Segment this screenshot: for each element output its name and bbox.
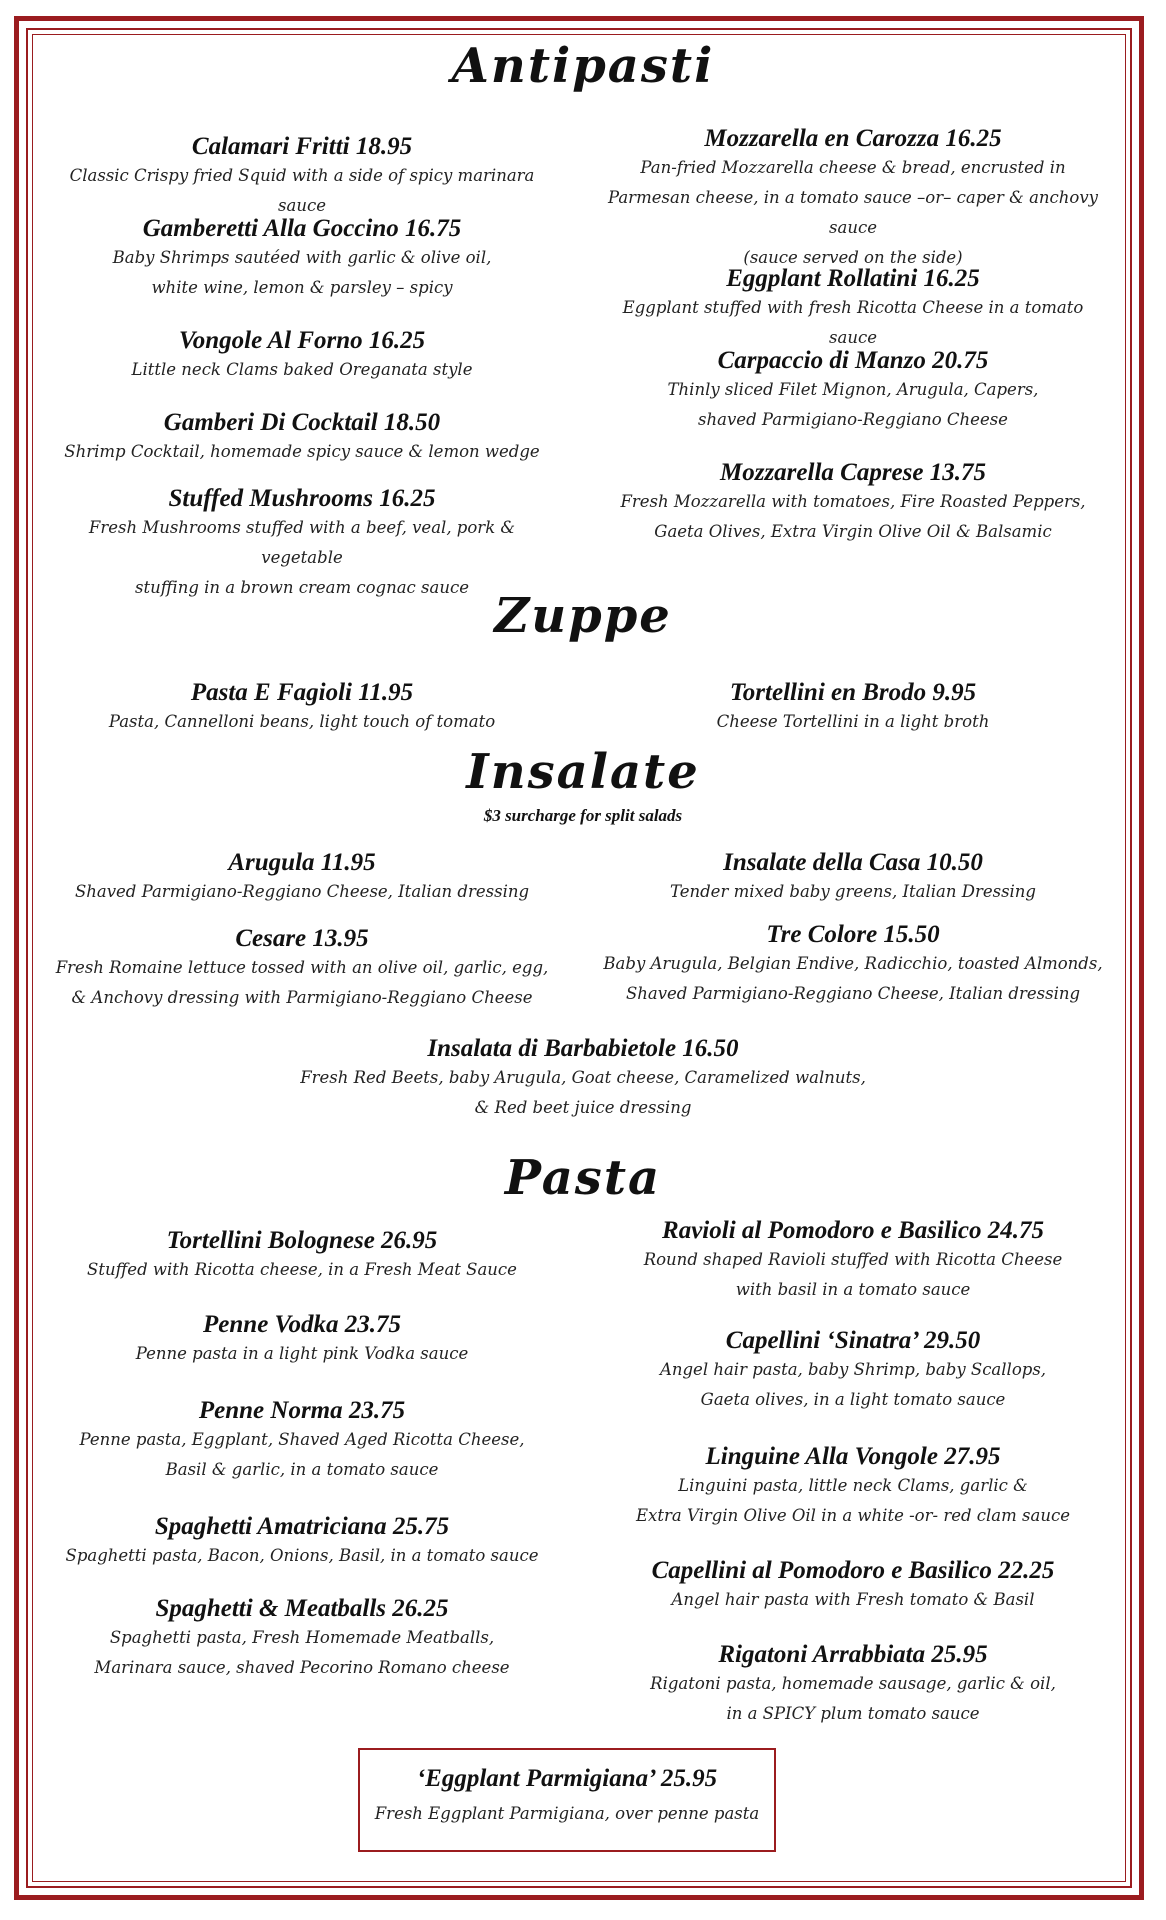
special-box <box>358 1748 776 1852</box>
item-name: Mozzarella Caprese 13.75 <box>720 459 986 486</box>
menu-item <box>598 346 1108 435</box>
item-desc: Fresh Mushrooms stuffed with a beef, veal, pork & vegetable <box>88 518 516 567</box>
menu-item <box>598 1326 1108 1415</box>
menu-item <box>52 1512 552 1571</box>
section-title-insalate: Insalate <box>466 744 700 800</box>
menu-item <box>52 848 552 907</box>
menu-item <box>598 1216 1108 1305</box>
item-name: Tortellini en Brodo 9.95 <box>729 679 977 706</box>
item-name: Insalata di Barbabietole 16.50 <box>427 1035 739 1062</box>
item-desc: Cheese Tortellini in a light broth <box>716 712 990 731</box>
item-name: Cesare 13.95 <box>235 925 369 952</box>
item-name: Carpaccio di Manzo 20.75 <box>717 347 989 374</box>
section-title-zuppe: Zuppe <box>494 588 672 644</box>
item-desc: Marinara sauce, shaved Pecorino Romano cheese <box>94 1658 510 1677</box>
item-desc: Spaghetti pasta, Fresh Homemade Meatballs, <box>109 1628 495 1647</box>
item-desc: Spaghetti pasta, Bacon, Onions, Basil, in a tomato sauce <box>65 1546 539 1565</box>
item-desc: white wine, lemon & parsley – spicy <box>151 278 453 297</box>
item-name: Spaghetti & Meatballs 26.25 <box>155 1595 449 1622</box>
menu-item <box>598 920 1108 1009</box>
item-name: Eggplant Rollatini 16.25 <box>726 265 980 292</box>
item-desc: (sauce served on the side) <box>743 248 963 267</box>
menu-item <box>52 326 552 385</box>
item-name: Gamberetti Alla Goccino 16.75 <box>142 215 462 242</box>
menu-item <box>598 1640 1108 1729</box>
item-desc: Extra Virgin Olive Oil in a white -or- red clam sauce <box>636 1506 1070 1525</box>
item-name: Stuffed Mushrooms 16.25 <box>168 485 436 512</box>
menu-item <box>233 1034 933 1123</box>
item-name: Penne Norma 23.75 <box>198 1397 406 1424</box>
item-desc: Basil & garlic, in a tomato sauce <box>165 1460 439 1479</box>
menu-item <box>598 264 1108 353</box>
item-desc: Shaved Parmigiano-Reggiano Cheese, Italian dressing <box>74 882 530 901</box>
special-desc: Fresh Eggplant Parmigiana, over penne pasta <box>374 1804 760 1823</box>
item-desc: Fresh Red Beets, baby Arugula, Goat cheese, Caramelized walnuts, <box>300 1068 866 1087</box>
menu-item <box>52 484 552 603</box>
menu-item <box>598 1442 1108 1531</box>
item-name: Linguine Alla Vongole 27.95 <box>705 1443 1001 1470</box>
item-desc: Penne pasta, Eggplant, Shaved Aged Ricotta Cheese, <box>79 1430 525 1449</box>
item-desc: Baby Arugula, Belgian Endive, Radicchio, toasted Almonds, <box>603 954 1103 973</box>
item-desc: Rigatoni pasta, homemade sausage, garlic & oil, <box>650 1674 1056 1693</box>
item-desc: Fresh Mozzarella with tomatoes, Fire Roasted Peppers, <box>620 492 1086 511</box>
item-desc: Fresh Romaine lettuce tossed with an olive oil, garlic, egg, <box>55 958 549 977</box>
item-name: Vongole Al Forno 16.25 <box>178 327 426 354</box>
item-desc: in a SPICY plum tomato sauce <box>726 1704 980 1723</box>
menu-item <box>52 1396 552 1485</box>
item-desc: Parmesan cheese, in a tomato sauce –or– caper & anchovy sauce <box>607 188 1098 237</box>
menu-item <box>52 408 552 467</box>
split-salad-note: $3 surcharge for split salads <box>483 806 683 825</box>
item-desc: shaved Parmigiano-Reggiano Cheese <box>698 410 1008 429</box>
menu-item <box>598 458 1108 547</box>
item-desc: Shrimp Cocktail, homemade spicy sauce & lemon wedge <box>64 442 540 461</box>
item-name: Penne Vodka 23.75 <box>203 1311 401 1338</box>
item-name: Arugula 11.95 <box>228 849 376 876</box>
item-desc: Pan-fried Mozzarella cheese & bread, encrusted in <box>640 158 1066 177</box>
item-desc: Linguini pasta, little neck Clams, garlic & <box>678 1476 1028 1495</box>
special-name: ‘Eggplant Parmigiana’ 25.95 <box>416 1765 718 1792</box>
item-name: Tortellini Bolognese 26.95 <box>166 1227 438 1254</box>
menu-item <box>52 678 552 737</box>
item-desc: Little neck Clams baked Oreganata style <box>131 360 473 379</box>
menu-item <box>598 1556 1108 1615</box>
menu-item <box>52 214 552 303</box>
item-desc: Angel hair pasta, baby Shrimp, baby Scallops, <box>659 1360 1047 1379</box>
item-name: Mozzarella en Carozza 16.25 <box>704 125 1002 152</box>
menu-item <box>52 924 552 1013</box>
item-desc: & Red beet juice dressing <box>474 1098 692 1117</box>
item-desc: Round shaped Ravioli stuffed with Ricotta Cheese <box>643 1250 1063 1269</box>
menu-item <box>598 678 1108 737</box>
item-desc: Eggplant stuffed with fresh Ricotta Cheese in a tomato sauce <box>622 298 1084 347</box>
item-desc: & Anchovy dressing with Parmigiano-Reggiano Cheese <box>71 988 533 1007</box>
menu-item <box>52 132 552 221</box>
item-desc: Pasta, Cannelloni beans, light touch of tomato <box>108 712 496 731</box>
item-desc: Angel hair pasta with Fresh tomato & Basil <box>671 1590 1035 1609</box>
menu-item <box>52 1310 552 1369</box>
item-desc: Gaeta olives, in a light tomato sauce <box>700 1390 1006 1409</box>
menu-item <box>52 1594 552 1683</box>
item-name: Ravioli al Pomodoro e Basilico 24.75 <box>662 1217 1044 1244</box>
item-name: Capellini al Pomodoro e Basilico 22.25 <box>651 1557 1055 1584</box>
item-name: Gamberi Di Cocktail 18.50 <box>163 409 441 436</box>
item-name: Capellini ‘Sinatra’ 29.50 <box>725 1327 981 1354</box>
item-name: Rigatoni Arrabbiata 25.95 <box>718 1641 988 1668</box>
item-name: Tre Colore 15.50 <box>766 921 940 948</box>
item-name: Spaghetti Amatriciana 25.75 <box>154 1513 450 1540</box>
item-name: Insalate della Casa 10.50 <box>723 849 983 876</box>
item-desc: stuffing in a brown cream cognac sauce <box>135 578 469 597</box>
item-desc: Tender mixed baby greens, Italian Dressing <box>670 882 1036 901</box>
item-desc: with basil in a tomato sauce <box>735 1280 971 1299</box>
item-desc: Stuffed with Ricotta cheese, in a Fresh Meat Sauce <box>87 1260 517 1279</box>
item-name: Calamari Fritti 18.95 <box>191 133 413 160</box>
section-title-antipasti: Antipasti <box>451 38 715 94</box>
item-desc: Penne pasta in a light pink Vodka sauce <box>135 1344 469 1363</box>
item-desc: Thinly sliced Filet Mignon, Arugula, Capers, <box>667 380 1039 399</box>
menu-item <box>598 124 1108 273</box>
item-desc: Gaeta Olives, Extra Virgin Olive Oil & Balsamic <box>654 522 1052 541</box>
menu-item <box>598 848 1108 907</box>
item-desc: Baby Shrimps sautéed with garlic & olive oil, <box>112 248 492 267</box>
menu-item <box>52 1226 552 1285</box>
item-desc: Classic Crispy fried Squid with a side of spicy marinara sauce <box>69 166 535 215</box>
item-desc: Shaved Parmigiano-Reggiano Cheese, Italian dressing <box>625 984 1081 1003</box>
item-name: Pasta E Fagioli 11.95 <box>190 679 414 706</box>
section-title-pasta: Pasta <box>504 1150 662 1206</box>
